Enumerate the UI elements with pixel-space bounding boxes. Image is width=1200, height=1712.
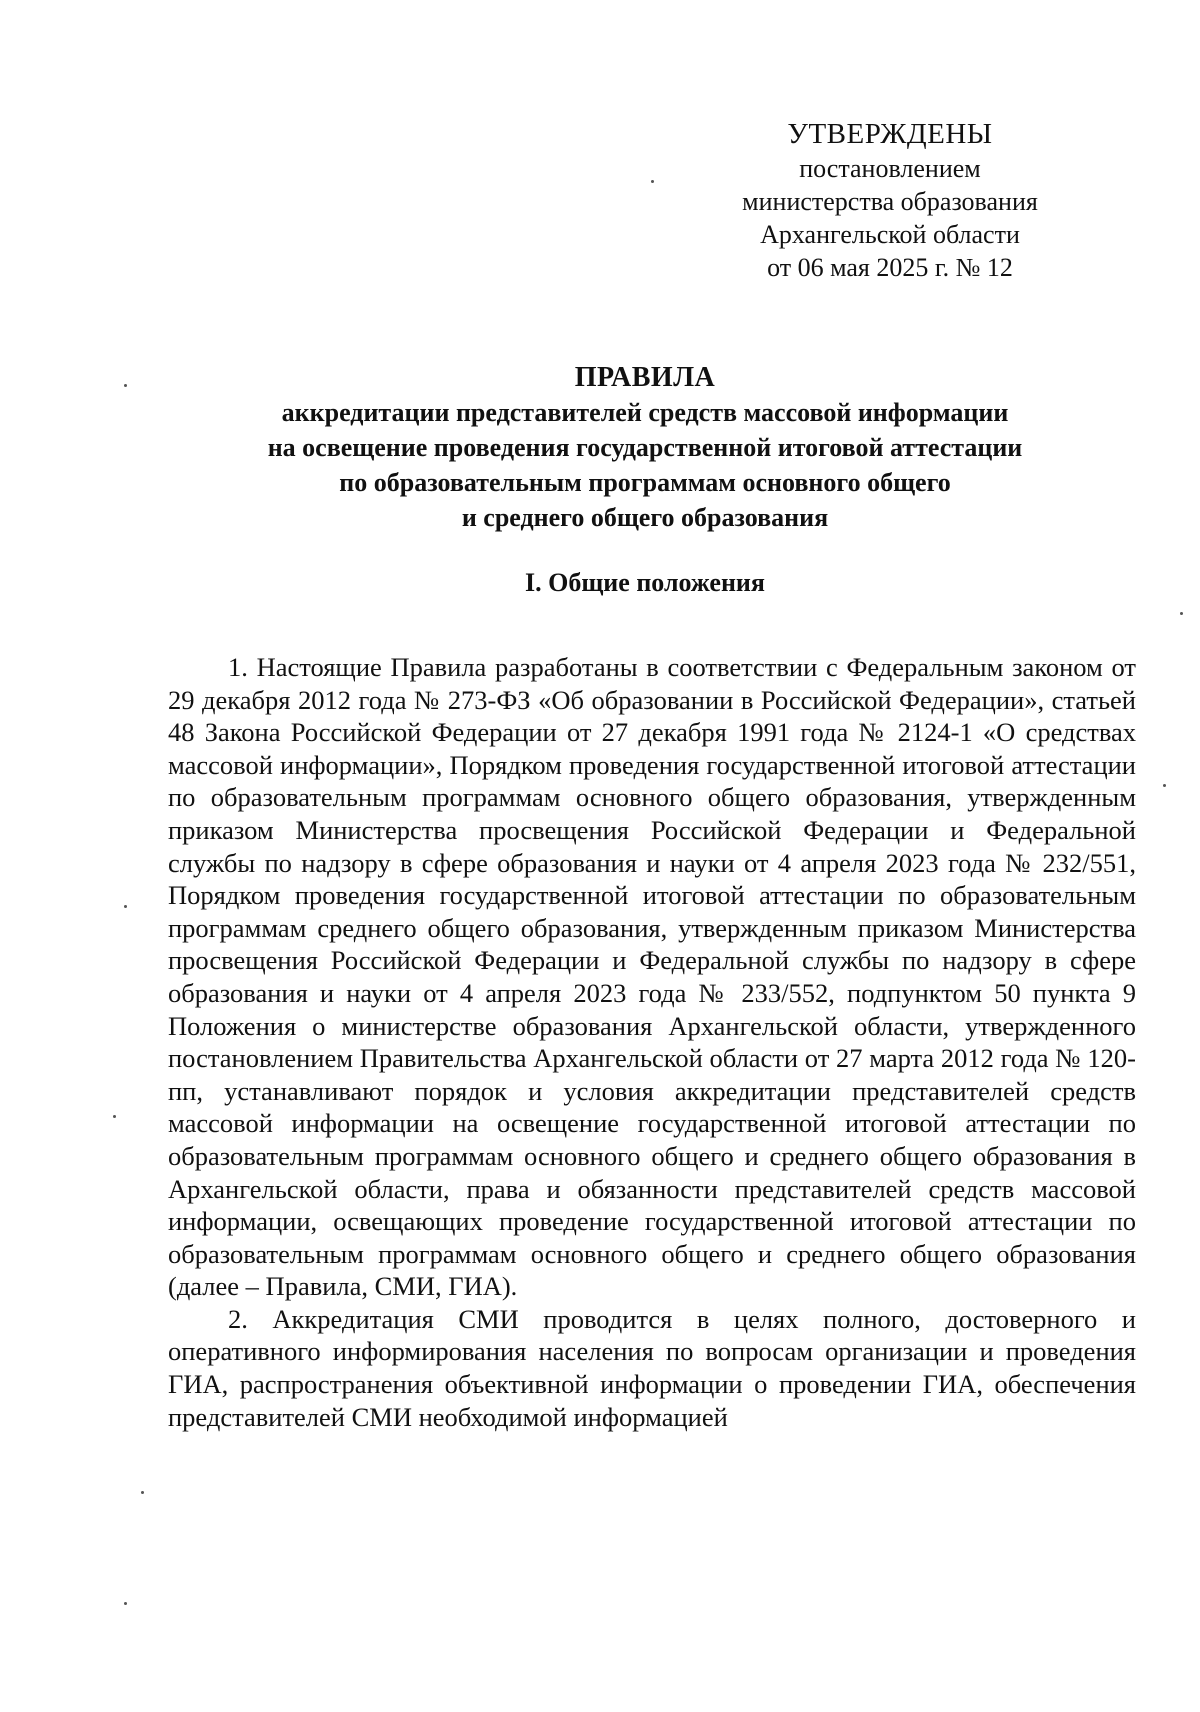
approval-line-2: министерства образования: [742, 187, 1038, 216]
section-title: I. Общие положения: [525, 568, 765, 597]
approval-title: УТВЕРЖДЕНЫ: [787, 118, 993, 150]
document-heading: [160, 360, 1130, 535]
heading-line-2: на освещение проведения государственной итоговой аттестации: [267, 433, 1023, 462]
paragraph-2: 2. Аккредитация СМИ проводится в целях полного, достоверного и оперативного информирования населения по вопросам организации и проведения ГИА, распространения объективной информации о проведении ГИА, обеспечения представителей СМИ необходимой информацией: [168, 1303, 1136, 1432]
scan-speck: [124, 1602, 127, 1605]
paragraph-1: 1. Настоящие Правила разработаны в соответствии с Федеральным законом от 29 декабря 2012 года № 273-ФЗ «Об образовании в Российской Федерации», статьей 48 Закона Российской Федерации от 27 декабря 1991 года № 2124-1 «О средствах массовой информации», Порядком проведения государственной итоговой аттестации по образовательным программам основного общего образования, утвержденным приказом Министерства просвещения Российской Федерации и Федеральной службы по надзору в сфере образования и науки от 4 апреля 2023 года № 232/551, Порядком проведения государственной итоговой аттестации по образовательным программам среднего общего образования, утвержденным приказом Министерства просвещения Российской Федерации и Федеральной службы по надзору в сфере образования и науки от 4 апреля 2023 года № 233/552, подпунктом 50 пункта 9 Положения о министерстве образования Архангельской области, утвержденного постановлением Правительства Архангельской области от 27 марта 2012 года № 120-пп, устанавливают порядок и условия аккредитации представителей средств массовой информации на освещение государственной итоговой аттестации по образовательным программам основного общего и среднего общего образования в Архангельской области, права и обязанности представителей средств массовой информации, освещающих проведение государственной итоговой аттестации по образовательным программам основного общего и среднего общего образования (далее – Правила, СМИ, ГИА).: [168, 652, 1136, 1302]
approval-line-3: Архангельской области: [760, 220, 1020, 249]
approval-stamp-block: [680, 116, 1100, 284]
scan-speck: [651, 180, 654, 183]
approval-line-4: от 06 мая 2025 г. № 12: [767, 253, 1013, 282]
scan-speck: [1180, 612, 1183, 615]
heading-line-1: аккредитации представителей средств массовой информации: [281, 398, 1009, 427]
document-body: [168, 651, 1136, 1433]
scan-speck: [124, 905, 127, 908]
rules-title: ПРАВИЛА: [574, 362, 716, 393]
scan-speck: [124, 384, 127, 387]
heading-line-4: и среднего общего образования: [461, 503, 829, 532]
heading-line-3: по образовательным программам основного общего: [339, 468, 951, 497]
scan-speck: [113, 1115, 116, 1118]
scan-speck: [141, 1491, 144, 1494]
approval-line-1: постановлением: [799, 154, 981, 183]
scan-speck: [1163, 784, 1166, 787]
